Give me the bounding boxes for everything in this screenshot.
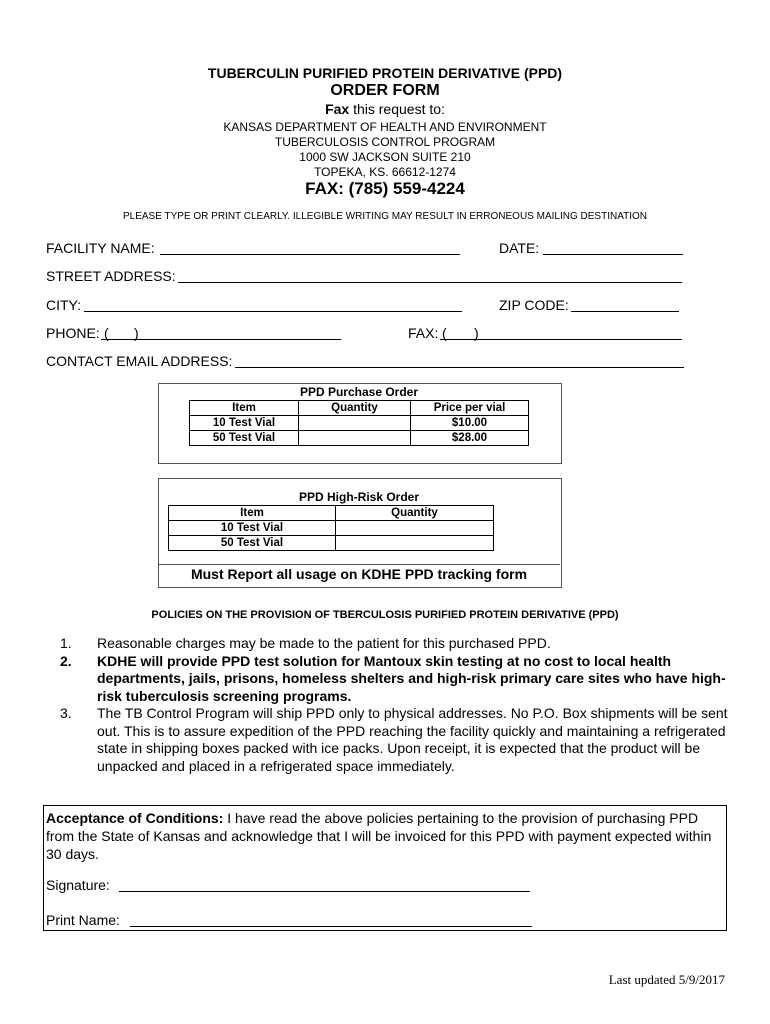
table-header-row [190, 401, 529, 416]
contact-email-label: CONTACT EMAIL ADDRESS: [46, 353, 233, 369]
signature-field[interactable] [119, 891, 530, 892]
fax-instruction-line [0, 101, 770, 117]
policies-list [60, 635, 730, 775]
item-cell: 50 Test Vial [190, 431, 299, 446]
column-header-quantity: Quantity [336, 506, 494, 521]
zip-code-field[interactable] [571, 311, 679, 312]
agency-name: KANSAS DEPARTMENT OF HEALTH AND ENVIRONMENT [223, 120, 547, 134]
column-header-item: Item [190, 401, 299, 416]
fax-word: Fax [325, 101, 350, 117]
list-item [60, 705, 730, 775]
city-label: CITY: [46, 297, 82, 313]
list-item [60, 653, 730, 706]
item-cell: 50 Test Vial [169, 536, 336, 551]
address-line-2: TOPEKA, KS. 66612-1274 [314, 165, 456, 179]
last-updated-date: Last updated 5/9/2017 [608, 972, 725, 987]
list-item-text: The TB Control Program will ship PPD only to physical addresses. No P.O. Box shipments will be sent out. This is to assure expedition of the PPD reaching the facility quickly and maintaining a refrigerated state in shipping boxes packed with ice packs. Upon receipt, it is expected that the product will be unpacked and placed in a refrigerated space immediately. [97, 705, 728, 774]
fax-area-open-paren: ( [442, 325, 447, 341]
list-number: 1. [60, 635, 72, 651]
column-header-quantity: Quantity [299, 401, 411, 416]
price-cell: $10.00 [411, 416, 529, 431]
list-item-text: Reasonable charges may be made to the patient for this purchased PPD. [97, 635, 551, 651]
print-clearly-note: PLEASE TYPE OR PRINT CLEARLY. ILLEGIBLE WRITING MAY RESULT IN ERRONEOUS MAILING DESTINATION [122, 211, 648, 222]
high-risk-order-table [168, 505, 494, 551]
fax-field[interactable] [440, 339, 682, 340]
program-name: TUBERCULOSIS CONTROL PROGRAM [274, 135, 496, 149]
quantity-input-cell[interactable] [336, 521, 494, 536]
list-item-text: KDHE will provide PPD test solution for Mantoux skin testing at no cost to local health departments, jails, prisons, homeless shelters and high-risk primary care sites who have high-risk tuberculosis screening programs. [97, 652, 726, 704]
form-title: TUBERCULIN PURIFIED PROTEIN DERIVATIVE (PPD) [207, 65, 563, 81]
zip-code-label: ZIP CODE: [499, 297, 569, 313]
list-item [60, 635, 730, 653]
table-row [190, 431, 529, 446]
list-number: 3. [60, 705, 72, 721]
form-name: ORDER FORM [330, 82, 440, 99]
quantity-input-cell[interactable] [299, 416, 411, 431]
quantity-input-cell[interactable] [299, 431, 411, 446]
print-name-label: Print Name: [46, 912, 120, 928]
column-header-price: Price per vial [411, 401, 529, 416]
street-address-field[interactable] [178, 282, 682, 283]
fax-number: FAX: (785) 559-4224 [305, 179, 465, 198]
acceptance-text: I have read the above policies pertaining to the provision of purchasing PPD from the State of Kansas and acknowledge that I will be invoiced for this PPD with payment expected within 30 days. [46, 810, 712, 862]
signature-label: Signature: [46, 877, 110, 893]
acceptance-heading: Acceptance of Conditions: [46, 810, 224, 826]
table-row [169, 521, 494, 536]
high-risk-order-title: PPD High-Risk Order [298, 490, 420, 504]
street-address-label: STREET ADDRESS: [46, 268, 176, 284]
fax-area-close-paren: ) [474, 325, 479, 341]
fax-instruction: this request to: [353, 101, 445, 117]
table-row [169, 536, 494, 551]
date-label: DATE: [499, 240, 540, 256]
purchase-order-table [189, 400, 529, 446]
tracking-form-note: Must Report all usage on KDHE PPD tracking form [190, 566, 528, 582]
table-header-row [169, 506, 494, 521]
table-row [190, 416, 529, 431]
price-cell: $28.00 [411, 431, 529, 446]
acceptance-statement [46, 809, 722, 863]
policies-heading: POLICIES ON THE PROVISION OF TBERCULOSIS PURIFIED PROTEIN DERIVATIVE (PPD) [151, 609, 619, 621]
address-line-1: 1000 SW JACKSON SUITE 210 [299, 150, 471, 164]
list-number: 2. [60, 652, 72, 669]
date-field[interactable] [543, 254, 683, 255]
item-cell: 10 Test Vial [169, 521, 336, 536]
city-field[interactable] [84, 311, 462, 312]
purchase-order-title: PPD Purchase Order [299, 385, 419, 399]
phone-field[interactable] [101, 339, 341, 340]
report-note-divider [158, 564, 560, 565]
column-header-item: Item [169, 506, 336, 521]
facility-name-field[interactable] [160, 254, 460, 255]
print-name-field[interactable] [130, 926, 532, 927]
quantity-input-cell[interactable] [336, 536, 494, 551]
item-cell: 10 Test Vial [190, 416, 299, 431]
contact-email-field[interactable] [235, 367, 684, 368]
phone-area-open-paren: ( [104, 325, 109, 341]
facility-name-label: FACILITY NAME: [46, 240, 155, 256]
phone-label: PHONE: [46, 325, 100, 341]
fax-label: FAX: [408, 325, 439, 341]
phone-area-close-paren: ) [134, 325, 139, 341]
